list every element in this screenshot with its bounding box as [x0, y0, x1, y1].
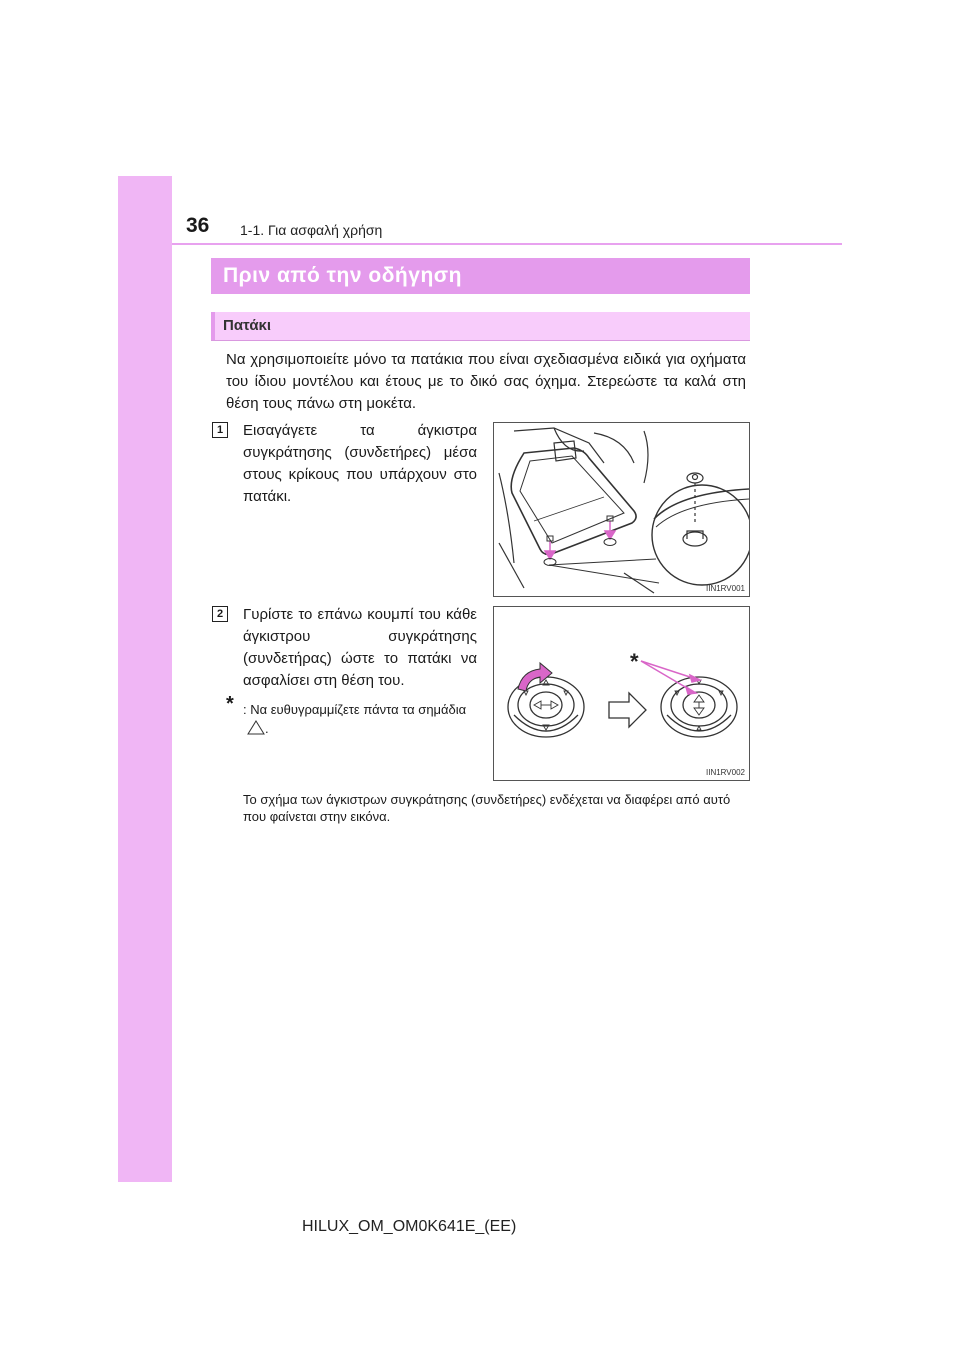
- step-number-1: 1: [212, 422, 228, 438]
- hook-rotation-illustration: [494, 607, 749, 780]
- subsection-marker: [211, 312, 215, 340]
- figure-callout-asterisk: *: [630, 649, 639, 674]
- note-asterisk: *: [226, 693, 234, 715]
- note-text: [243, 700, 479, 740]
- figure-floor-mat-hooks: [493, 422, 750, 597]
- floor-mat-illustration: [494, 423, 749, 596]
- figure-code-1: IIN1RV001: [706, 584, 745, 593]
- note-suffix: .: [265, 721, 269, 736]
- step-number-2: 2: [212, 606, 228, 622]
- figure-hook-rotation: [493, 606, 750, 781]
- note-body: : Να ευθυγραμμίζετε πάντα τα σημάδια: [243, 702, 467, 717]
- triangle-outline-icon: [247, 720, 265, 740]
- subsection-bar: [211, 312, 750, 341]
- footnote: Το σχήμα των άγκιστρων συγκράτησης (συνδετήρες) ενδέχεται να διαφέρει από αυτό που φαίνεται στην εικόνα.: [243, 792, 731, 824]
- subsection-title: Πατάκι: [223, 317, 272, 334]
- running-header: 1-1. Για ασφαλή χρήση: [240, 222, 383, 238]
- step-text-2: Γυρίστε το επάνω κουμπί του κάθε άγκιστρου συγκράτησης (συνδετήρας) ώστε το πατάκι να ασφαλίσει στη θέση του.: [243, 606, 477, 689]
- intro-paragraph: Να χρησιμοποιείτε μόνο τα πατάκια που είναι σχεδιασμένα ειδικά για οχήματα του ίδιου μοντέλου και έτους με το δικό σας όχημα. Στερεώστε τα καλά στη θέση τους πάνω στη μοκέτα.: [226, 351, 746, 412]
- header-rule: [172, 243, 842, 245]
- page-number: 36: [186, 214, 210, 237]
- footer-document-code: HILUX_OM_OM0K641E_(EE): [302, 1218, 517, 1235]
- step-text-1: Εισαγάγετε τα άγκιστρα συγκράτησης (συνδετήρες) μέσα στους κρίκους που υπάρχουν στο πατάκι.: [243, 422, 477, 505]
- section-title: Πριν από την οδήγηση: [211, 258, 750, 294]
- figure-code-2: IIN1RV002: [706, 768, 745, 777]
- chapter-side-band: [118, 176, 172, 1182]
